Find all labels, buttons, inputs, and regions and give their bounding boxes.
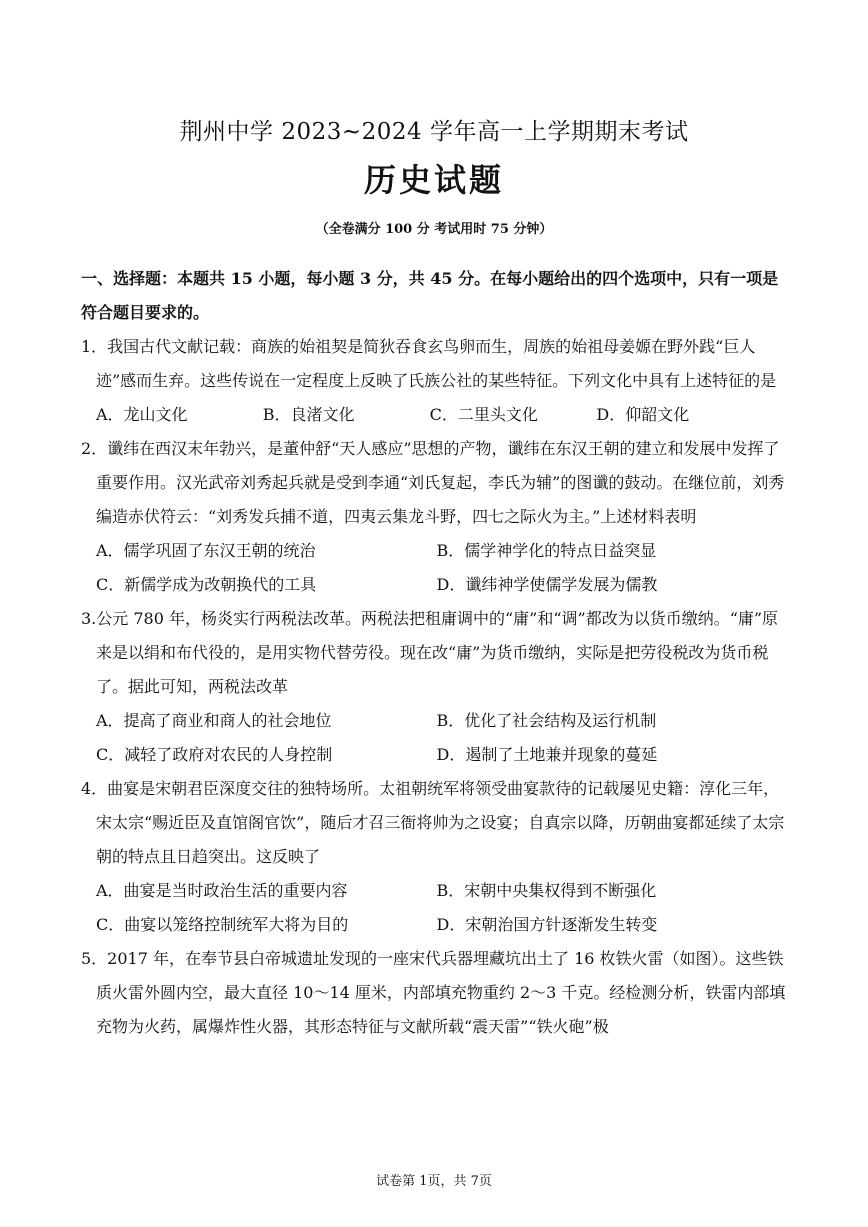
page-footer: 试卷第 1页，共 7页: [376, 1174, 492, 1189]
subject-title: 历史试题: [363, 161, 504, 199]
question-options: [81, 874, 791, 942]
question-stem: 3.公元 780 年，杨炎实行两税法改革。两税法把租庸调中的“庸”和“调”都改为以货币缴纳。“庸”原来是以绢和布代役的，是用实物代替劳役。现在改“庸”为货币缴纳，实际是把劳役税改为货币税了。据此可知，两税法改革: [81, 609, 779, 696]
option-a: A．龙山文化: [96, 405, 188, 424]
question-stem: 5．2017 年，在奉节县白帝城遗址发现的一座宋代兵器埋藏坑出土了 16 枚铁火雷（如图）。这些铁质火雷外圆内空，最大直径 10～14 厘米，内部填充物重约 2～3 千克。经检测分析，铁雷内部填充物为火药，属爆炸性火器，其形态特征与文献所载“震天雷”“铁火砲”极: [81, 949, 786, 1036]
question-5: [81, 942, 791, 1044]
option-c: C．二里头文化: [429, 405, 538, 424]
question-3: [81, 602, 791, 772]
question-options: [81, 534, 791, 602]
question-stem: 2．谶纬在西汉末年勃兴，是董仲舒“天人感应”思想的产物，谶纬在东汉王朝的建立和发展中发挥了重要作用。汉光武帝刘秀起兵就是受到李通“刘氏复起，李氏为辅”的图谶的鼓动。在继位前，刘秀编造赤伏符云：“刘秀发兵捕不道，四夷云集龙斗野，四七之际火为主。”上述材料表明: [81, 439, 785, 526]
question-2: [81, 432, 791, 602]
question-options: [81, 398, 791, 432]
question-4: [81, 772, 791, 942]
option-a: A．提高了商业和商人的社会地位: [96, 711, 332, 730]
option-b: B．宋朝中央集权得到不断强化: [436, 881, 657, 900]
exam-title: 荆州中学 2023~2024 学年高一上学期期末考试: [179, 119, 689, 145]
exam-note: （全卷满分 100 分 考试用时 75 分钟）: [315, 222, 553, 237]
option-d: D．谶纬神学使儒学发展为儒教: [436, 575, 658, 594]
exam-content: [81, 262, 791, 1044]
option-a: A．曲宴是当时政治生活的重要内容: [96, 881, 348, 900]
option-c: C．新儒学成为改朝换代的工具: [96, 575, 317, 594]
option-d: D．仰韶文化: [596, 405, 690, 424]
option-c: C．减轻了政府对农民的人身控制: [96, 745, 333, 764]
option-b: B．良渚文化: [262, 405, 355, 424]
option-b: B．儒学神学化的特点日益突显: [436, 541, 657, 560]
option-d: D．遏制了土地兼并现象的蔓延: [436, 745, 658, 764]
question-stem: 1．我国古代文献记载：商族的始祖契是简狄吞食玄鸟卵而生，周族的始祖母姜嫄在野外践“巨人迹”感而生弃。这些传说在一定程度上反映了氏族公社的某些特征。下列文化中具有上述特征的是: [81, 337, 777, 390]
question-1: [81, 330, 791, 432]
option-b: B．优化了社会结构及运行机制: [436, 711, 657, 730]
option-a: A．儒学巩固了东汉王朝的统治: [96, 541, 316, 560]
option-d: D．宋朝治国方针逐渐发生转变: [436, 915, 658, 934]
question-options: [81, 704, 791, 772]
question-stem: 4．曲宴是宋朝君臣深度交往的独特场所。太祖朝统军将领受曲宴款待的记载屡见史籍：淳化三年，宋太宗“赐近臣及直馆阁官饮”，随后才召三衙将帅为之设宴；自真宗以降，历朝曲宴都延续了太宗朝的特点且日趋突出。这反映了: [81, 779, 785, 866]
section-heading: 一、选择题：本题共 15 小题，每小题 3 分，共 45 分。在每小题给出的四个选项中，只有一项是符合题目要求的。: [81, 269, 779, 322]
option-c: C．曲宴以笼络控制统军大将为目的: [96, 915, 349, 934]
